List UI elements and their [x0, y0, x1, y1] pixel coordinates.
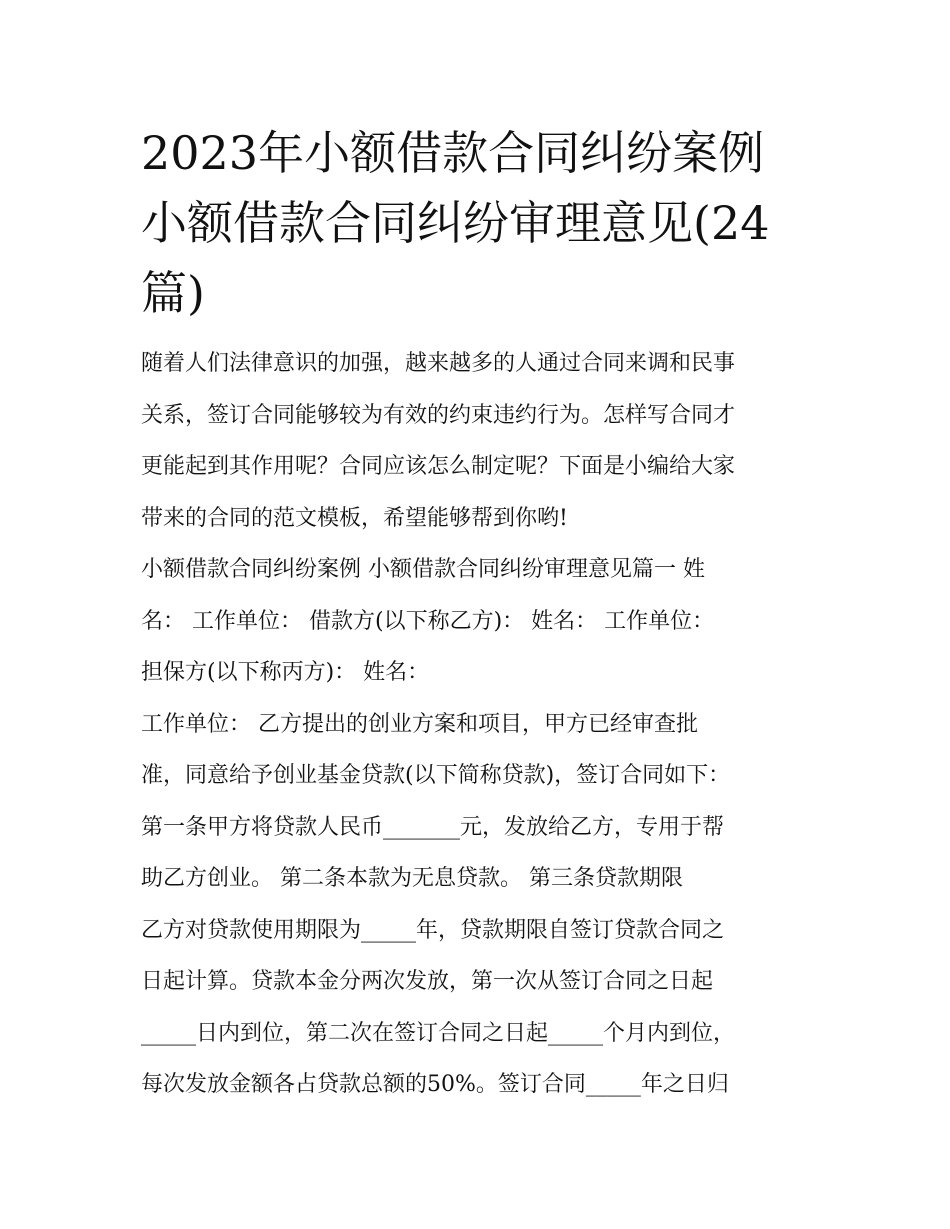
body-line: 工作单位： 乙方提出的创业方案和项目，甲方已经审查批: [141, 711, 698, 737]
document-title: [141, 118, 821, 328]
document-body: [141, 338, 821, 1111]
body-line: 更能起到其作用呢？合同应该怎么制定呢？下面是小编给大家: [141, 454, 736, 479]
body-line: 带来的合同的范文模板，希望能够帮到你哟!: [141, 505, 568, 531]
body-line: _____日内到位，第二次在签订合同之日起_____个月内到位，: [141, 1020, 736, 1046]
body-line: 每次发放金额各占贷款总额的50%。签订合同_____年之日归: [141, 1072, 729, 1097]
body-line: 乙方对贷款使用期限为_____年，贷款期限自签订贷款合同之: [141, 917, 725, 943]
body-line: 担保方(以下称丙方)： 姓名：: [141, 660, 430, 685]
body-line: 第一条甲方将贷款人民币_______元，发放给乙方，专用于帮: [141, 814, 725, 840]
body-line: 日起计算。贷款本金分两次发放，第一次从签订合同之日起: [141, 969, 714, 994]
body-line: 准，同意给予创业基金贷款(以下简称贷款)，签订合同如下：: [141, 763, 731, 788]
body-line: 名： 工作单位： 借款方(以下称乙方)： 姓名： 工作单位：: [141, 608, 715, 634]
body-line: 小额借款合同纠纷案例 小额借款合同纠纷审理意见篇一 姓: [141, 557, 705, 582]
body-line: 随着人们法律意识的加强，越来越多的人通过合同来调和民事: [141, 351, 736, 376]
body-line: 助乙方创业。 第二条本款为无息贷款。 第三条贷款期限: [141, 866, 683, 891]
title-line-3: 篇): [141, 266, 205, 320]
document-content: [141, 118, 821, 1111]
title-line-2: 小额借款合同纠纷审理意见(24: [141, 196, 770, 250]
body-line: 关系，签订合同能够较为有效的约束违约行为。怎样写合同才: [141, 402, 736, 428]
title-line-1: 2023年小额借款合同纠纷案例: [141, 126, 765, 180]
